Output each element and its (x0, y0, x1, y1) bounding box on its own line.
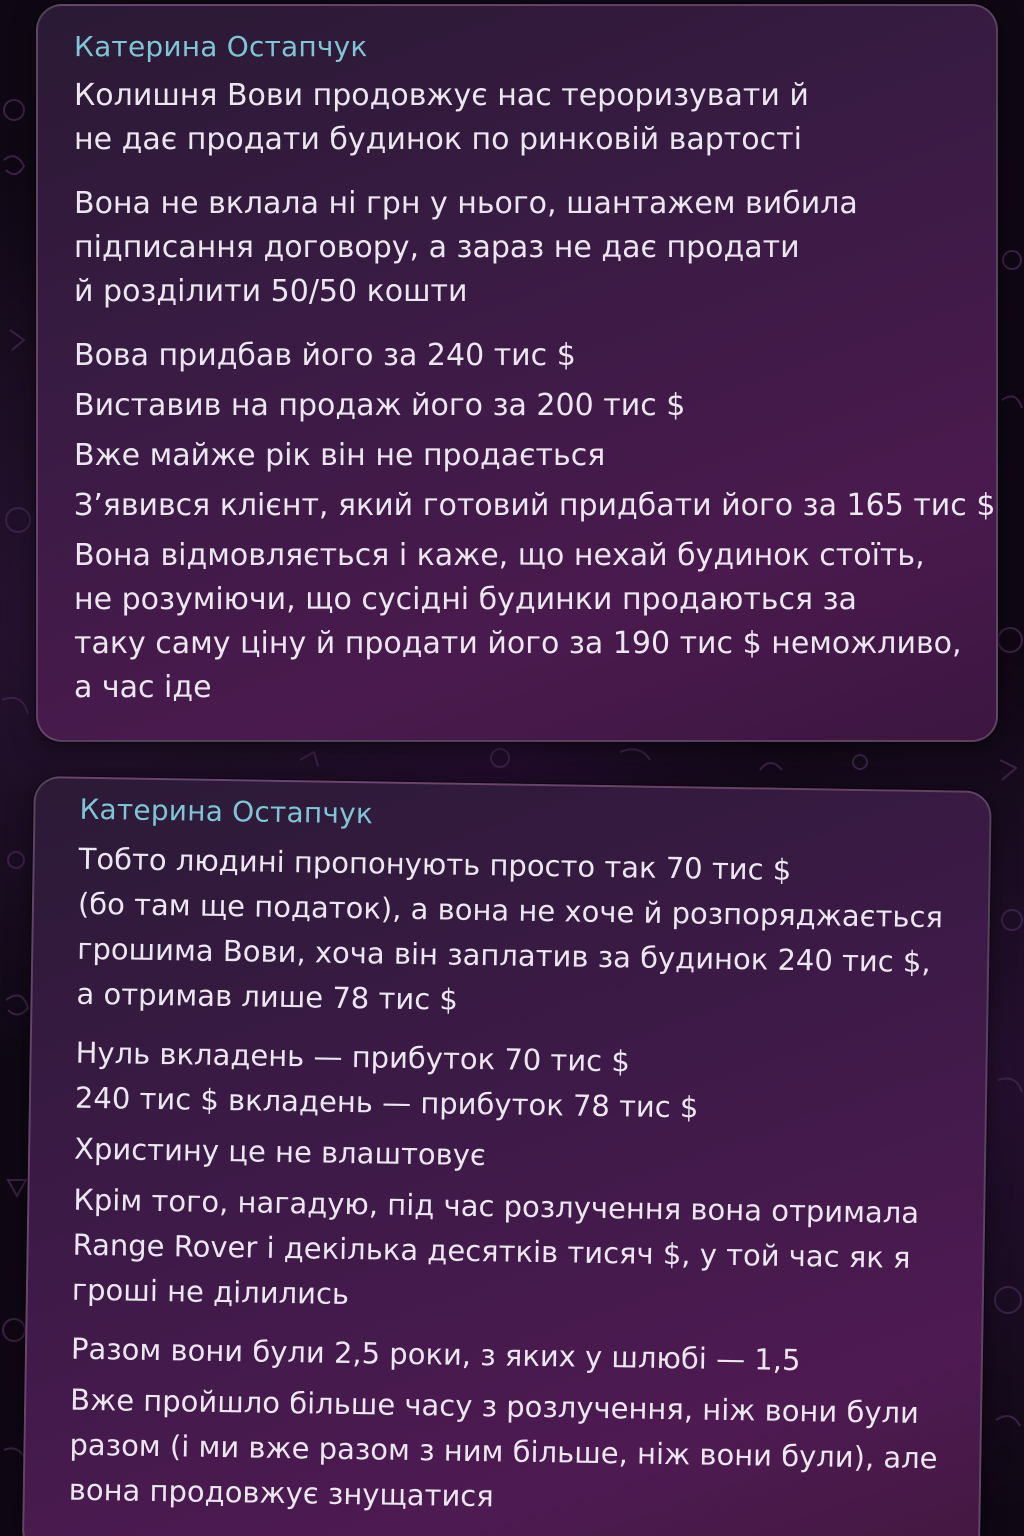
message-paragraph: Тобто людині пропонують просто так 70 тис $ (бо там ще податок), а вона не хоче й розпоряджається грошима Вови, хоча він заплатив за будинок 240 тис $, а отримав лише 78 тис $ (76, 841, 944, 1017)
message-paragraph: З’явився клієнт, який готовий придбати його за 165 тис $ (74, 488, 996, 523)
message-paragraph: Христину це не влаштовує (73, 1131, 487, 1173)
sender-name[interactable]: Катерина Остапчук (74, 30, 368, 63)
message-paragraph: Колишня Вови продовжує нас тероризувати й не дає продати будинок по ринковій вартості (74, 78, 809, 157)
message-paragraph: Нуль вкладень — прибуток 70 тис $ 240 тис $ вкладень — прибуток 78 тис $ (74, 1035, 699, 1125)
message-paragraph: Вже майже рік він не продається (74, 438, 606, 473)
message-paragraph: Вона відмовляється і каже, що нехай будинок стоїть, не розуміючи, що сусідні будинки продаються за таку саму ціну й продати його за 190 тис $ неможливо, а час іде (74, 538, 962, 705)
message-paragraph: Вова придбав його за 240 тис $ (74, 338, 576, 373)
message-paragraph: Вже пройшло більше часу з розлучення, ніж вони були разом (і ми вже разом з ним більше, ніж вони були), але вона продовжує знущатися (68, 1382, 938, 1514)
message-paragraph: Вона не вклала ні грн у нього, шантажем вибила підписання договору, а зараз не дає продати й розділити 50/50 кошти (74, 186, 858, 309)
sender-name[interactable]: Катерина Остапчук (79, 792, 374, 831)
message-paragraph: Виставив на продаж його за 200 тис $ (74, 388, 686, 423)
message-paragraph: Разом вони були 2,5 роки, з яких у шлюбі — 1,5 (70, 1331, 801, 1378)
message-paragraph: Крім того, нагадую, під час розлучення вона отримала Range Rover і декілька десятків тисяч $, у той час як я гроші не ділились (71, 1182, 920, 1312)
message-bubble[interactable] (36, 4, 998, 742)
message-bubble[interactable] (22, 776, 992, 1536)
